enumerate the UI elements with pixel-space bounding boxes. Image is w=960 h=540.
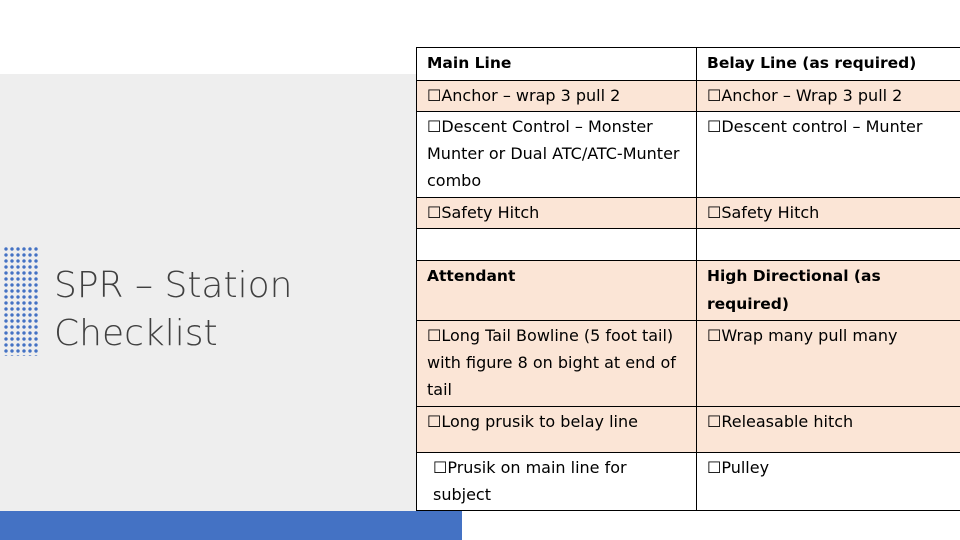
checklist-item: Long Tail Bowline (5 foot tail) with figure 8 on bight at end of tail: [427, 326, 676, 399]
checkbox-icon[interactable]: ☐: [427, 326, 442, 345]
column-header-attendant: Attendant: [427, 267, 516, 285]
checkbox-icon[interactable]: ☐: [707, 117, 722, 136]
checkbox-icon[interactable]: ☐: [427, 412, 442, 431]
table-row: [417, 198, 960, 229]
table-cell: [697, 229, 960, 261]
accent-bar: [0, 511, 462, 540]
table-cell: [697, 81, 960, 112]
table-cell: [697, 453, 960, 511]
slide-title-line-1: SPR – Station: [54, 265, 293, 306]
table-cell: [697, 112, 960, 198]
table-cell: [697, 261, 960, 321]
column-header-high-directional: High Directional (as required): [707, 267, 881, 313]
table-row: [417, 112, 960, 198]
table-row: [417, 321, 960, 407]
table-row: [417, 407, 960, 453]
table-row: [417, 261, 960, 321]
table-cell: [417, 48, 697, 81]
checklist-item: Releasable hitch: [721, 412, 854, 431]
checklist-item: Prusik on main line for subject: [433, 458, 627, 504]
table-cell: [697, 321, 960, 407]
table-row: [417, 453, 960, 511]
checklist-item: Pulley: [721, 458, 770, 477]
checklist-item: Descent Control – Monster Munter or Dual ATC/ATC-Munter combo: [427, 117, 680, 190]
checklist-item: Safety Hitch: [441, 203, 540, 222]
table-cell: [417, 321, 697, 407]
table-cell: [417, 229, 697, 261]
table-cell: [417, 198, 697, 229]
table-row: [417, 229, 960, 261]
checkbox-icon[interactable]: ☐: [433, 458, 448, 477]
checklist-item: Safety Hitch: [721, 203, 820, 222]
checkbox-icon[interactable]: ☐: [427, 117, 442, 136]
checklist-item: Anchor – Wrap 3 pull 2: [721, 86, 903, 105]
checklist-item: Anchor – wrap 3 pull 2: [441, 86, 621, 105]
table-cell: [697, 198, 960, 229]
table-cell: [417, 112, 697, 198]
checkbox-icon[interactable]: ☐: [427, 203, 442, 222]
table-cell: [697, 407, 960, 453]
slide-title: [54, 262, 394, 358]
checkbox-icon[interactable]: ☐: [707, 412, 722, 431]
checkbox-icon[interactable]: ☐: [707, 203, 722, 222]
table-row: [417, 81, 960, 112]
table-cell: [417, 407, 697, 453]
checklist-item: Wrap many pull many: [721, 326, 898, 345]
table-cell: [417, 81, 697, 112]
column-header-belay-line: Belay Line (as required): [707, 54, 917, 72]
slide-title-line-2: Checklist: [54, 313, 218, 354]
column-header-main-line: Main Line: [427, 54, 512, 72]
checkbox-icon[interactable]: ☐: [707, 326, 722, 345]
table-cell: [697, 48, 960, 81]
checkbox-icon[interactable]: ☐: [707, 86, 722, 105]
table-row: [417, 48, 960, 81]
checkbox-icon[interactable]: ☐: [427, 86, 442, 105]
checklist-item: Descent control – Munter: [721, 117, 923, 136]
table-cell: [417, 453, 697, 511]
dot-pattern: [3, 246, 39, 356]
table-cell: [417, 261, 697, 321]
checkbox-icon[interactable]: ☐: [707, 458, 722, 477]
station-checklist-table: [416, 47, 960, 511]
checklist-item: Long prusik to belay line: [441, 412, 638, 431]
